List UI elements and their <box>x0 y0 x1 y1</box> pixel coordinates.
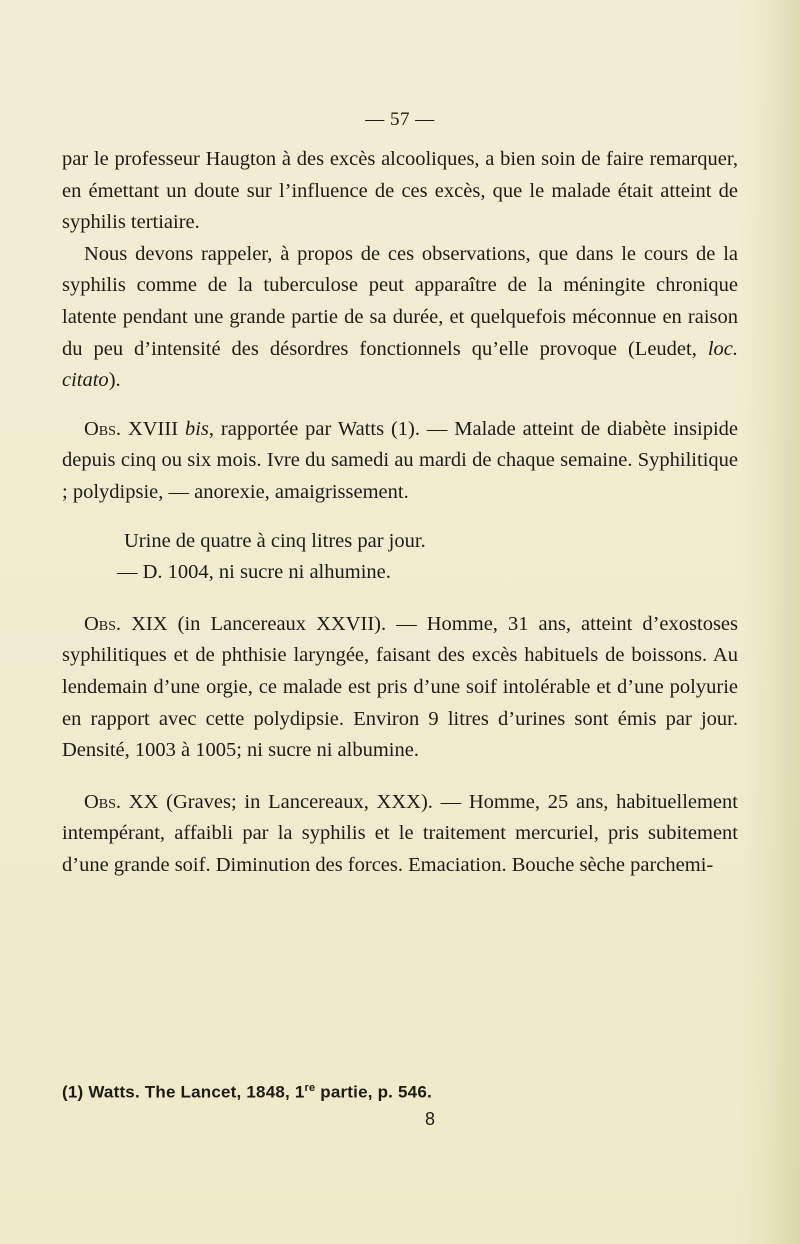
footnote <box>62 1082 432 1103</box>
footnote-superscript: re <box>304 1082 316 1094</box>
signature-mark: 8 <box>425 1109 436 1129</box>
observation-19 <box>62 609 738 767</box>
observation-18-label: Obs. XVIII <box>84 417 185 440</box>
observation-20-label: Obs. XX <box>84 790 159 813</box>
density-line: — D. 1004, ni sucre ni alhumine. <box>117 561 391 584</box>
page-number-header: — 57 — <box>365 109 435 130</box>
footnote-marker: (1) <box>62 1082 84 1102</box>
observation-19-text: (in Lancereaux XXVII). — Homme, 31 ans, atteint d’exostoses syphilitiques et de phthisie laryngée, faisant des excès habituels de boissons. Au lendemain d’une orgie, ce malade est pris d’une soif intolérable et d’une polyurie en rapport avec cette polydipsie. Environ 9 litres d’urines sont émis par jour. Densité, 1003 à 1005; ni sucre ni albumine. <box>62 612 738 762</box>
paragraph-meningite <box>62 239 738 397</box>
observation-20-text: (Graves; in Lancereaux, XXX). — Homme, 25 ans, habituellement intempérant, affaibli par la syphilis et le traitement mercuriel, pris subitement d’une grande soif. Diminution des forces. Emaciation. Bouche sèche parchemi- <box>62 790 738 876</box>
urine-line: Urine de quatre à cinq litres par jour. <box>124 529 426 552</box>
observation-18-bis: bis <box>184 417 209 440</box>
paragraph-meningite-end: ). <box>108 369 121 392</box>
citation-italic: loc. citato <box>62 337 738 392</box>
footnote-text: Watts. The Lancet, 1848, 1 <box>83 1082 305 1102</box>
observation-20 <box>62 787 738 882</box>
paragraph-meningite-text: Nous devons rappeler, à propos de ces observations, que dans le cours de la syphilis comme de la tuberculose peut apparaître de la méningite chronique latente pendant une grande partie de sa durée, et quelquefois méconnue en raison du peu d’intensité des désordres fonctionnels qu’elle provoque (Leudet, <box>62 242 738 360</box>
observation-18-text: , rapportée par Watts (1). — Malade atteint de diabète insipide depuis cinq ou six mois. Ivre du samedi au mardi de chaque semaine. Syphilitique ; polydipsie, — anorexie, amaigrissement. <box>62 417 738 503</box>
body-text <box>62 144 738 881</box>
paragraph-continuation: par le professeur Haugton à des excès alcooliques, a bien soin de faire remarquer, en émettant un doute sur l’influence de ces excès, que le malade était atteint de syphilis tertiaire. <box>62 148 738 234</box>
observation-19-label: Obs. XIX <box>84 612 168 635</box>
footnote-text-end: partie, p. 546. <box>315 1082 432 1102</box>
observation-18 <box>62 414 738 509</box>
